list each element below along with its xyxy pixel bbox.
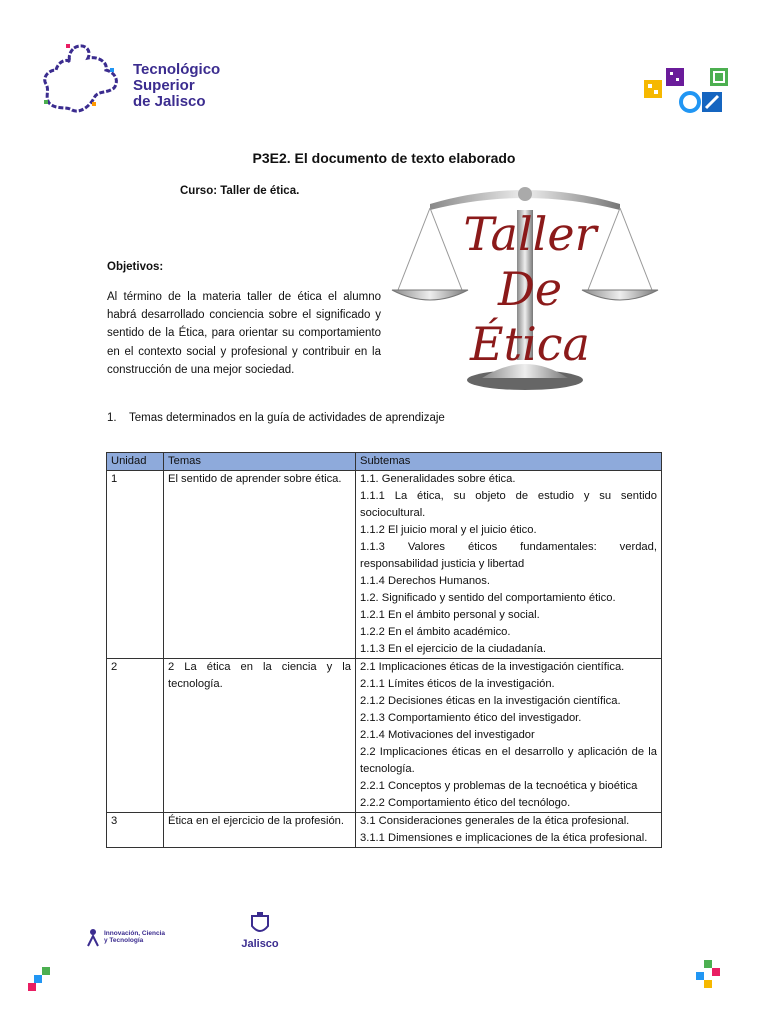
- table-row: [107, 659, 662, 813]
- pixel-decoration-icon: [640, 66, 730, 116]
- subtopics-cell: [356, 471, 662, 659]
- subtopic-line: 3.1.1 Dimensiones e implicaciones de la ética profesional.: [360, 832, 648, 844]
- jalisco-logo: Jalisco: [225, 910, 295, 962]
- unit-cell: 2: [107, 659, 164, 813]
- subtopic-line: 1.1.4 Derechos Humanos.: [360, 575, 490, 587]
- image-text-line-3: Ética: [470, 317, 590, 371]
- person-icon: [86, 928, 100, 948]
- topics-intro: 1. Temas determinados en la guía de actividades de aprendizaje: [107, 412, 445, 424]
- theme-cell: 2 La ética en la ciencia y la tecnología.: [164, 659, 356, 813]
- subtopic-line: 3.1 Consideraciones generales de la ética profesional.: [360, 815, 630, 827]
- subtopic-line: 1.1.3 Valores éticos fundamentales: verdad, responsabilidad justicia y libertad: [360, 541, 657, 570]
- syllabus-table: [106, 452, 662, 848]
- subtopic-line: 2.2.1 Conceptos y problemas de la tecnoética y bioética: [360, 780, 638, 792]
- pixel-decoration-icon: [696, 960, 724, 994]
- subtopic-line: 1.1.1 La ética, su objeto de estudio y su sentido sociocultural.: [360, 490, 657, 519]
- subtopics-cell: [356, 659, 662, 813]
- institution-logo: [36, 40, 276, 130]
- subtopic-line: 2.1.2 Decisiones éticas en la investigación científica.: [360, 695, 621, 707]
- header-themes: Temas: [164, 453, 356, 471]
- scale-illustration: [390, 180, 660, 395]
- unit-cell: 3: [107, 813, 164, 848]
- theme-cell: Ética en el ejercicio de la profesión.: [164, 813, 356, 848]
- objectives-heading: Objetivos:: [107, 261, 164, 273]
- image-text-line-1: Taller: [463, 207, 597, 261]
- header-unit: Unidad: [107, 453, 164, 471]
- subtopic-line: 1.2.1 En el ámbito personal y social.: [360, 609, 540, 621]
- unit-cell: 1: [107, 471, 164, 659]
- subtopic-line: 1.1.3 En el ejercicio de la ciudadanía.: [360, 643, 546, 655]
- coat-of-arms-icon: [248, 912, 272, 938]
- document-title: P3E2. El documento de texto elaborado: [252, 150, 516, 166]
- subtopic-line: 1.2. Significado y sentido del comportamiento ético.: [360, 592, 616, 604]
- subtopic-line: 2.1.1 Límites éticos de la investigación.: [360, 678, 555, 690]
- table-header-row: [107, 453, 662, 471]
- subtopic-line: 2.1.3 Comportamiento ético del investigador.: [360, 712, 582, 724]
- subtopic-line: 1.1. Generalidades sobre ética.: [360, 473, 516, 485]
- objectives-text: Al término de la materia taller de ética el alumno habrá desarrollado conciencia sobre el significado y sentido de la Ética, para orientar su comportamiento en el contexto social y profesional y contribuir en la construcción de una mejor sociedad.: [107, 291, 381, 376]
- jalisco-map-icon: [36, 40, 131, 126]
- subtopic-line: 2.2.2 Comportamiento ético del tecnólogo.: [360, 797, 571, 809]
- institution-name: Tecnológico Superior de Jalisco: [133, 61, 221, 110]
- subtopics-cell: [356, 813, 662, 848]
- subtopic-line: 1.2.2 En el ámbito académico.: [360, 626, 511, 638]
- subtopic-line: 2.2 Implicaciones éticas en el desarrollo y aplicación de la tecnología.: [360, 746, 657, 775]
- table-row: [107, 813, 662, 848]
- image-text-line-2: De: [497, 262, 563, 316]
- innovation-logo: Innovación, Ciencia y Tecnología: [86, 928, 196, 952]
- subtopic-line: 2.1.4 Motivaciones del investigador: [360, 729, 535, 741]
- subtopic-line: 2.1 Implicaciones éticas de la investigación científica.: [360, 661, 625, 673]
- table-row: [107, 471, 662, 659]
- course-name: Curso: Taller de ética.: [180, 185, 300, 197]
- pixel-decoration-icon: [28, 965, 56, 993]
- subtopic-line: 1.1.2 El juicio moral y el juicio ético.: [360, 524, 537, 536]
- header-subtopics: Subtemas: [356, 453, 662, 471]
- theme-cell: El sentido de aprender sobre ética.: [164, 471, 356, 659]
